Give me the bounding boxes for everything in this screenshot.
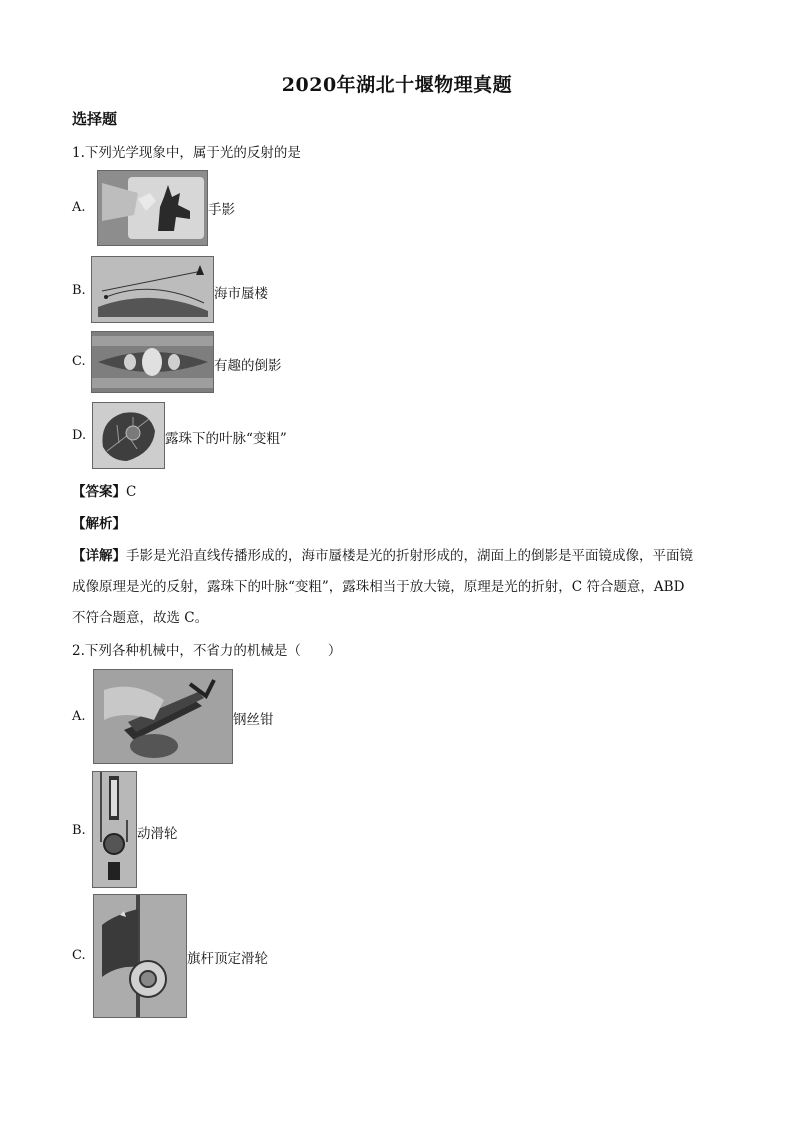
answer-value: C — [126, 484, 137, 500]
q1-option-b-letter: B. — [72, 283, 86, 298]
q2-option-a-image — [93, 669, 233, 764]
q2-option-c-text: 旗杆顶定滑轮 — [187, 951, 268, 967]
q1-option-a-text: 手影 — [208, 202, 235, 218]
q1-option-d-letter: D. — [72, 428, 87, 443]
question-1-stem: 1.下列光学现象中，属于光的反射的是 — [72, 145, 301, 161]
detail-line-3: 不符合题意，故选 C。 — [72, 610, 209, 626]
q2-option-b-image — [92, 771, 137, 888]
detail-line-2: 成像原理是光的反射，露珠下的叶脉“变粗”，露珠相当于放大镜，原理是光的折射，C 符合题意，ABD — [72, 579, 685, 595]
leaf-dew-illustration — [93, 403, 164, 468]
movable-pulley-illustration — [93, 772, 136, 887]
q2-option-b-text: 动滑轮 — [137, 826, 178, 842]
q1-option-a-letter: A. — [72, 200, 86, 215]
q2-option-c-image — [93, 894, 187, 1018]
analysis-label: 【解析】 — [72, 516, 126, 532]
q1-detail — [72, 544, 732, 631]
q1-option-d-text: 露珠下的叶脉“变粗” — [165, 431, 287, 447]
bridge-reflection-illustration — [92, 332, 213, 392]
q2-option-b-letter: B. — [72, 823, 86, 838]
q2-option-a-text: 钢丝钳 — [233, 712, 274, 728]
q1-option-d-image — [92, 402, 165, 469]
q1-option-a-image — [97, 170, 208, 246]
question-2-stem: 2.下列各种机械中，不省力的机械是（ ） — [72, 643, 342, 659]
mirage-illustration — [92, 257, 213, 322]
detail-line-1: 手影是光沿直线传播形成的，海市蜃楼是光的折射形成的，湖面上的倒影是平面镜成像，平面镜 — [126, 548, 693, 564]
pliers-illustration — [94, 670, 232, 763]
q2-option-c-letter: C. — [72, 948, 86, 963]
q1-option-b-image — [91, 256, 214, 323]
hand-shadow-illustration — [98, 171, 207, 245]
q1-option-c-image — [91, 331, 214, 393]
detail-label: 【详解】 — [72, 548, 126, 564]
flagpole-pulley-illustration — [94, 895, 186, 1017]
q1-answer — [72, 480, 136, 505]
q1-option-b-text: 海市蜃楼 — [214, 286, 268, 302]
q2-option-a-letter: A. — [72, 709, 86, 724]
answer-label: 【答案】 — [72, 484, 126, 500]
q1-option-c-text: 有趣的倒影 — [214, 358, 282, 374]
page-title: 2020年湖北十堰物理真题 — [281, 74, 513, 96]
section-heading: 选择题 — [72, 110, 118, 128]
q1-option-c-letter: C. — [72, 354, 86, 369]
